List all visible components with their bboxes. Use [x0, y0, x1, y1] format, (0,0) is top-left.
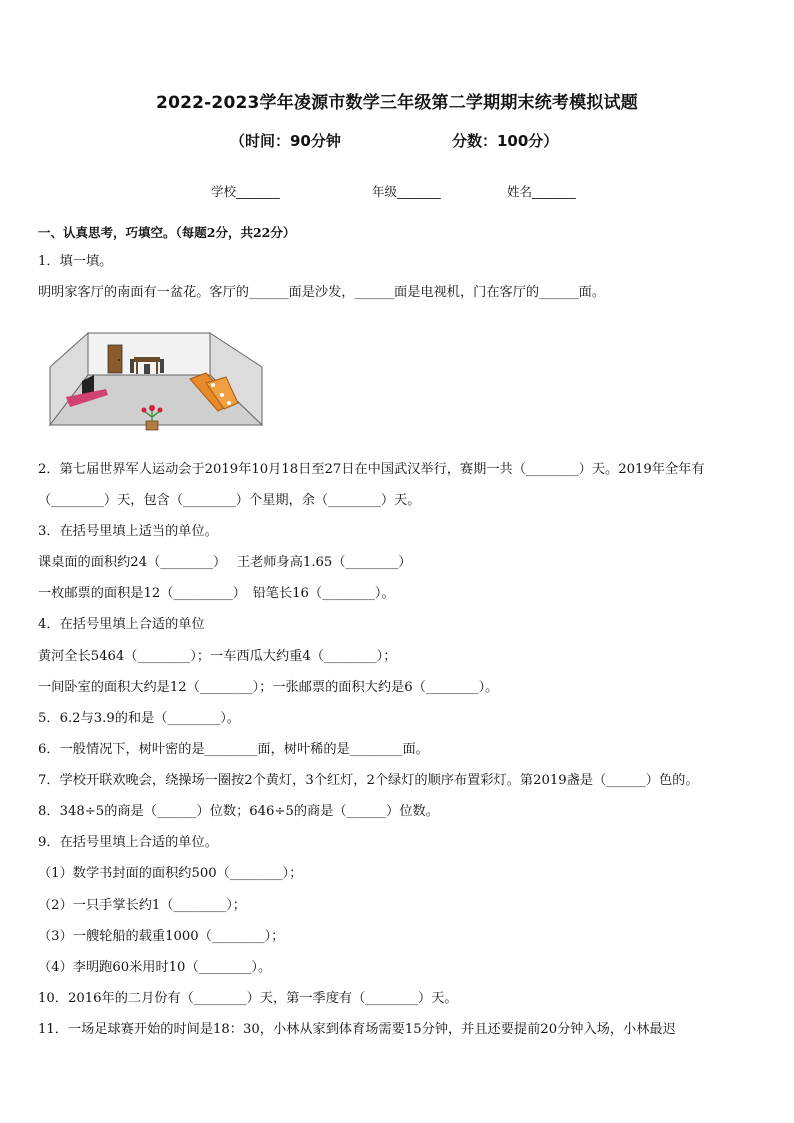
exam-score: 分数：100分） — [452, 132, 559, 150]
question-4-a: 黄河全长5464（________）；一车西瓜大约重4（________）； — [38, 649, 397, 664]
question-7: 7．学校开联欢晚会，绕操场一圈按2个黄灯，3个红灯，2个绿灯的顺序布置彩灯。第2019盏是（______）色的。 — [38, 773, 699, 788]
door-icon — [108, 345, 122, 373]
question-3-b: 一枚邮票的面积是12（_________） 铅笔长16（________）。 — [38, 586, 395, 601]
question-9-4: （4）李明跑60米用时10（________）。 — [38, 960, 272, 975]
question-11: 11．一场足球赛开始的时间是18：30，小林从家到体育场需要15分钟，并且还要提前20分钟入场，小林最迟 — [38, 1022, 676, 1037]
name-field[interactable]: 姓名_______ — [507, 184, 576, 199]
question-1-text: 明明家客厅的南面有一盆花。客厅的______面是沙发，______面是电视机，门在客厅的______面。 — [38, 285, 606, 300]
section-heading: 一、认真思考，巧填空。（每题2分，共22分） — [38, 225, 296, 240]
page-title: 2022-2023学年凌源市数学三年级第二学期期末统考模拟试题 — [156, 93, 638, 113]
question-5: 5．6.2与3.9的和是（________）。 — [38, 711, 240, 726]
question-3-a: 课桌面的面积约24（________） 王老师身高1.65（________） — [38, 555, 412, 570]
school-field[interactable]: 学校_______ — [211, 184, 280, 199]
question-4-b: 一间卧室的面积大约是12（________）；一张邮票的面积大约是6（________）。 — [38, 680, 499, 695]
question-8: 8．348÷5的商是（______）位数；646÷5的商是（______）位数。 — [38, 804, 439, 819]
question-1: 1．填一填。 — [38, 254, 113, 269]
living-room-illustration — [48, 323, 268, 443]
question-10: 10．2016年的二月份有（________）天，第一季度有（________）天。 — [38, 991, 458, 1006]
question-4: 4．在括号里填上合适的单位 — [38, 617, 205, 632]
question-9-2: （2）一只手掌长约1（________）； — [38, 898, 246, 913]
question-6: 6．一般情况下，树叶密的是________面，树叶稀的是________面。 — [38, 742, 429, 757]
question-9: 9．在括号里填上合适的单位。 — [38, 835, 218, 850]
question-9-1: （1）数学书封面的面积约500（________）； — [38, 866, 303, 881]
question-2: 2．第七届世界军人运动会于2019年10月18日至27日在中国武汉举行，赛期一共（________）天。2019年全年有 — [38, 462, 705, 477]
question-3: 3．在括号里填上适当的单位。 — [38, 524, 218, 539]
grade-field[interactable]: 年级_______ — [372, 184, 441, 199]
question-2-cont: （________）天，包含（________）个星期，余（________）天。 — [38, 493, 421, 508]
exam-time: （时间：90分钟 — [230, 132, 341, 150]
question-9-3: （3）一艘轮船的载重1000（________）； — [38, 929, 285, 944]
